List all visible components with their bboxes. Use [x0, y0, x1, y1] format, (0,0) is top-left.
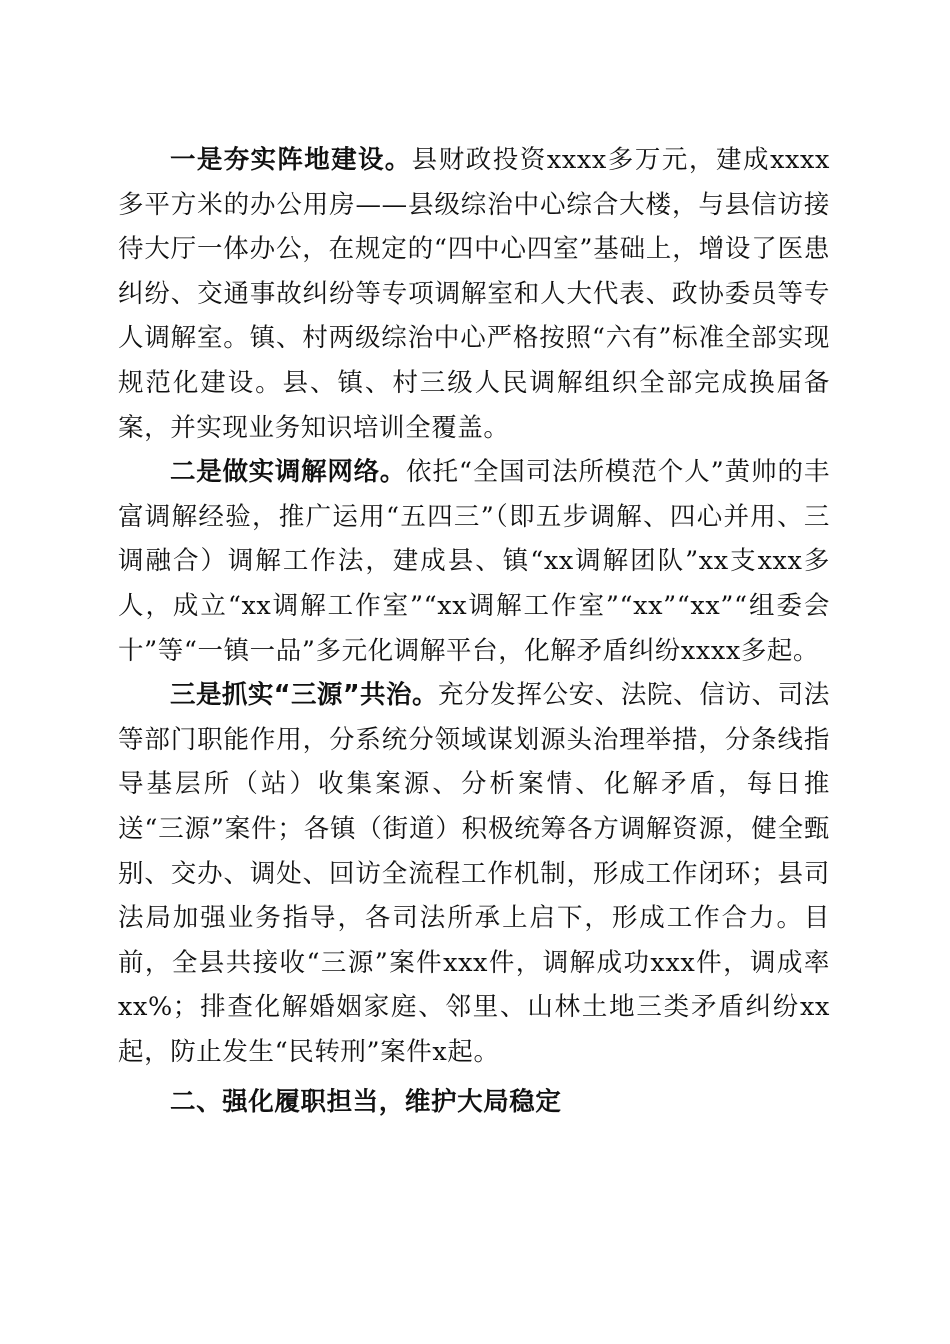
paragraph-lead: 二是做实调解网络。 — [170, 457, 407, 488]
paragraph-body: 充分发挥公安、法院、信访、司法等部门职能作用，分系统分领域谋划源头治理举措，分条线指导基层所（站）收集案源、分析案情、化解矛盾，每日推送“三源”案件；各镇（街道）积极统筹各方调解资源，健全甄别、交办、调处、回访全流程工作机制，形成工作闭环；县司法局加强业务指导，各司法所承上启下，形成工作合力。目前，全县共接收“三源”案件xxx件，调解成功xxx件，调成率xx%；排查化解婚姻家庭、邻里、山林土地三类矛盾纠纷xx起，防止发生“民转刑”案件x起。 — [118, 680, 830, 1067]
document-page — [118, 138, 830, 1124]
paragraph-lead: 三是抓实“三源”共治。 — [170, 680, 438, 711]
paragraph-body: 县财政投资xxxx多万元，建成xxxx多平方米的办公用房——县级综治中心综合大楼，与县信访接待大厅一体办公，在规定的“四中心四室”基础上，增设了医患纠纷、交通事故纠纷等专项调解室和人大代表、政协委员等专人调解室。镇、村两级综治中心严格按照“六有”标准全部实现规范化建设。县、镇、村三级人民调解组织全部完成换届备案，并实现业务知识培训全覆盖。 — [118, 145, 830, 443]
paragraph-three-sources — [118, 673, 830, 1074]
section-heading: 二、强化履职担当，维护大局稳定 — [170, 1087, 562, 1118]
paragraph-lead: 一是夯实阵地建设。 — [170, 145, 412, 175]
paragraph-mediation-network — [118, 450, 830, 673]
paragraph-position-building — [118, 138, 830, 450]
paragraph-body: 依托“全国司法所模范个人”黄帅的丰富调解经验，推广运用“五四三”（即五步调解、四心并用、三调融合）调解工作法，建成县、镇“xx调解团队”xx支xxx多人，成立“xx调解工作室”“xx调解工作室”“xx”“xx”“组委会十”等“一镇一品”多元化调解平台，化解矛盾纠纷xxxx多起。 — [118, 457, 830, 666]
